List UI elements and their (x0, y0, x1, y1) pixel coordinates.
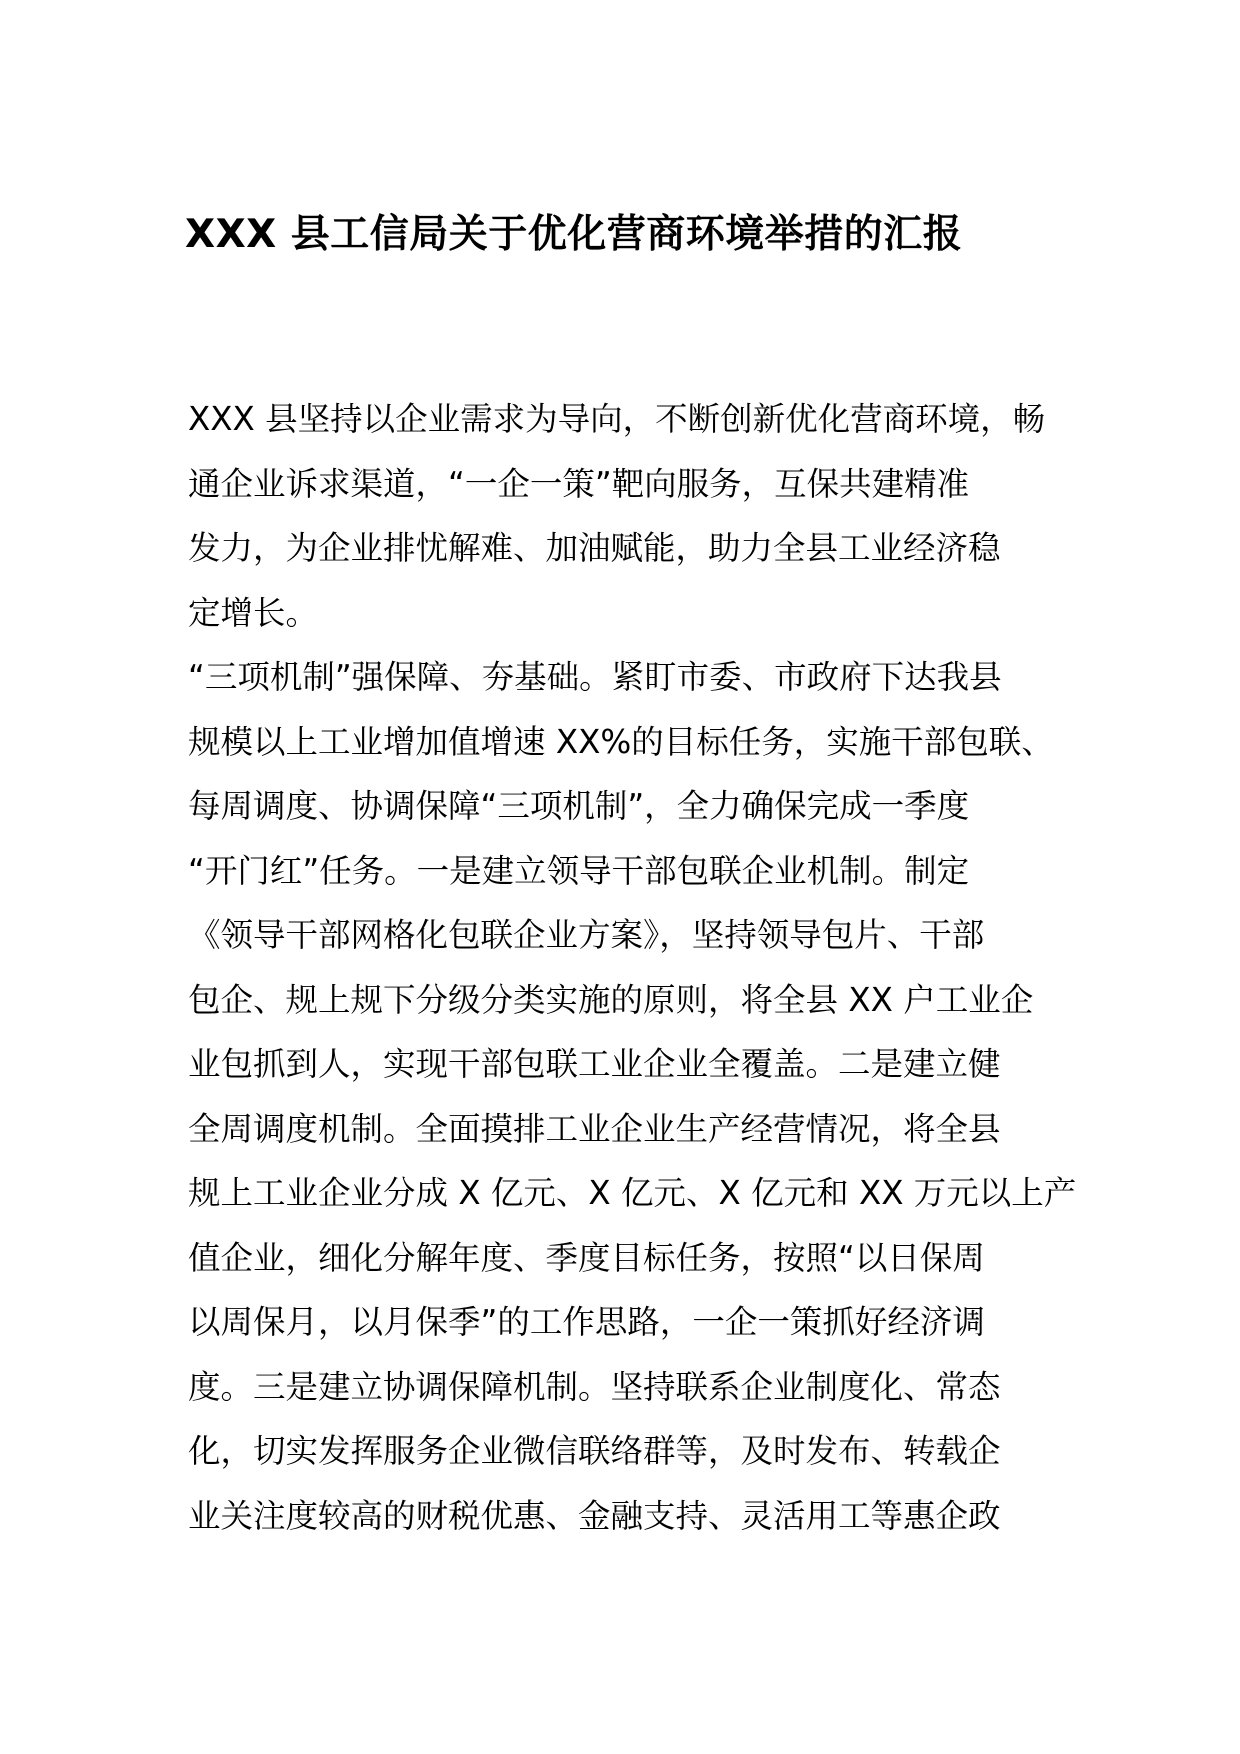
text-line: 规模以上工业增加值增速 XX%的目标任务，实施干部包联、 (188, 722, 1054, 761)
text-line: 《领导干部网格化包联企业方案》，坚持领导包片、干部 (188, 916, 985, 954)
text-line: 以周保月，以月保季”的工作思路，一企一策抓好经济调 (188, 1303, 985, 1341)
text-line: 发力，为企业排忧解难、加油赋能，助力全县工业经济稳 (188, 529, 1001, 567)
text-line: “三项机制”强保障、夯基础。紧盯市委、市政府下达我县 (188, 658, 1002, 696)
text-line: XXX 县坚持以企业需求为导向，不断创新优化营商环境，畅 (188, 400, 1046, 438)
text-line: 值企业，细化分解年度、季度目标任务，按照“以日保周 (188, 1238, 985, 1277)
text-line: 业包抓到人，实现干部包联工业企业全覆盖。二是建立健 (188, 1045, 1001, 1083)
paragraph-three-mechanisms (188, 645, 1077, 1548)
document-title: XXX 县工信局关于优化营商环境举措的汇报 (185, 212, 963, 257)
text-line: 规上工业企业分成 X 亿元、X 亿元、X 亿元和 XX 万元以上产 (188, 1174, 1077, 1212)
paragraph-intro (188, 387, 1068, 645)
text-line: 通企业诉求渠道，“一企一策”靶向服务，互保共建精准 (188, 464, 970, 503)
text-line: 定增长。 (188, 593, 319, 632)
text-line: 包企、规上规下分级分类实施的原则，将全县 XX 户工业企 (188, 980, 1034, 1019)
text-line: 每周调度、协调保障“三项机制”，全力确保完成一季度 (188, 787, 970, 825)
text-line: 化，切实发挥服务企业微信联络群等，及时发布、转载企 (188, 1432, 1001, 1470)
text-line: 业关注度较高的财税优惠、金融支持、灵活用工等惠企政 (188, 1496, 1001, 1535)
text-line: 度。三是建立协调保障机制。坚持联系企业制度化、常态 (188, 1367, 1001, 1406)
text-line: 全周调度机制。全面摸排工业企业生产经营情况，将全县 (188, 1109, 1001, 1148)
text-line: “开门红”任务。一是建立领导干部包联企业机制。制定 (188, 851, 970, 890)
